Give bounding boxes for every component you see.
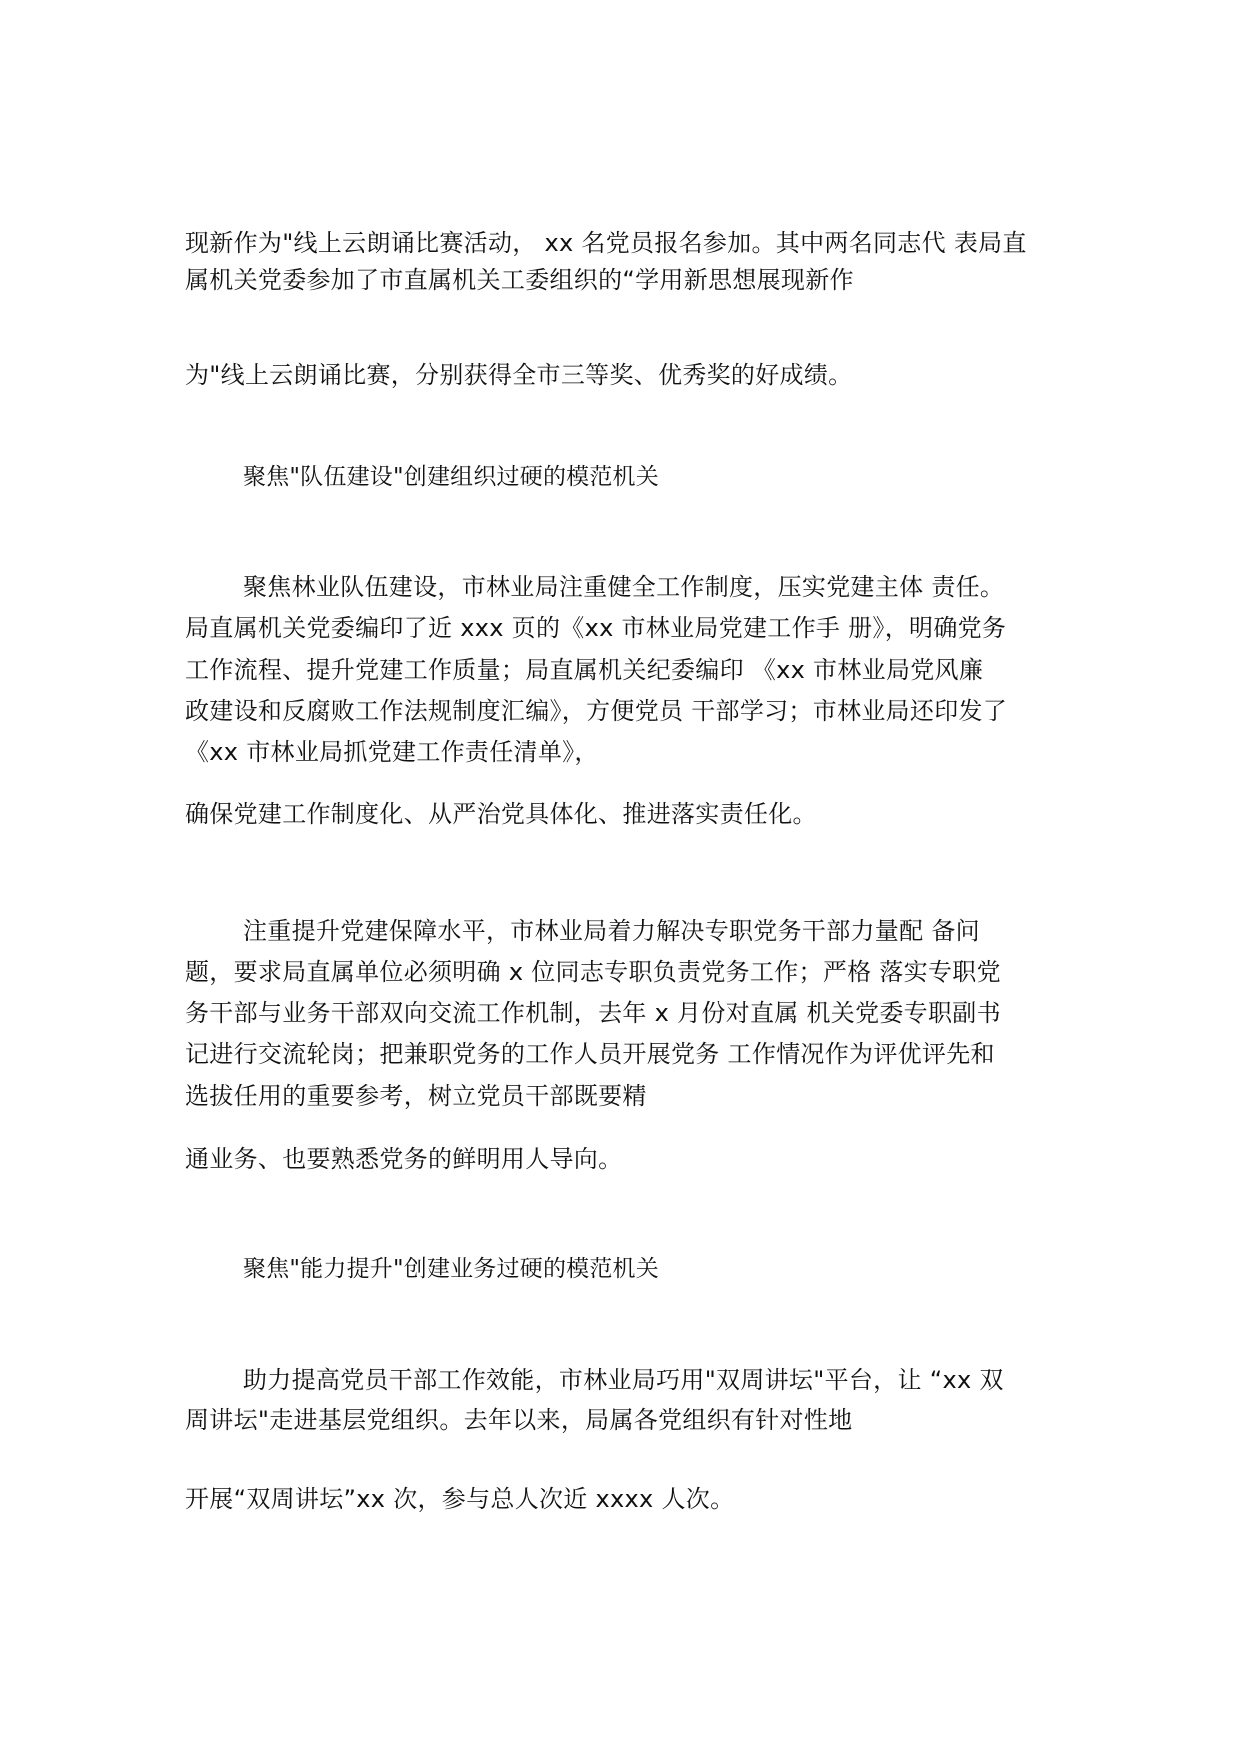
paragraph-6-line-1: 通业务、也要熟悉党务的鲜明用人导向。	[185, 1145, 623, 1173]
paragraph-8-line-1: 开展“双周讲坛”xx 次，参与总人次近 xxxx 人次。	[185, 1485, 735, 1513]
paragraph-5-line-3: 务干部与业务干部双向交流工作机制，去年 x 月份对直属 机关党委专职副书	[185, 999, 1001, 1027]
paragraph-1-line-2: 属机关党委参加了市直属机关工委组织的“学用新思想展现新作	[185, 266, 854, 294]
section-heading-team-building: 聚焦"队伍建设"创建组织过硬的模范机关	[243, 464, 659, 490]
paragraph-5-line-4: 记进行交流轮岗；把兼职党务的工作人员开展党务 工作情况作为评优评先和	[185, 1040, 995, 1068]
paragraph-7-line-2: 周讲坛"走进基层党组织。去年以来，局属各党组织有针对性地	[185, 1406, 853, 1434]
paragraph-3-line-4: 政建设和反腐败工作法规制度汇编》，方便党员 干部学习；市林业局还印发了	[185, 697, 1008, 725]
paragraph-5-line-1: 注重提升党建保障水平，市林业局着力解决专职党务干部力量配 备问	[243, 917, 980, 945]
paragraph-3-line-1: 聚焦林业队伍建设，市林业局注重健全工作制度，压实党建主体 责任。	[243, 573, 1005, 601]
paragraph-1-line-1: 现新作为"线上云朗诵比赛活动， xx 名党员报名参加。其中两名同志代 表局直	[185, 229, 1027, 257]
paragraph-2-line-1: 为"线上云朗诵比赛，分别获得全市三等奖、优秀奖的好成绩。	[185, 361, 853, 389]
paragraph-5-line-5: 选拔任用的重要参考，树立党员干部既要精	[185, 1082, 647, 1110]
paragraph-7-line-1: 助力提高党员干部工作效能，市林业局巧用"双周讲坛"平台，让 “xx 双	[243, 1366, 1004, 1394]
paragraph-3-line-2: 局直属机关党委编印了近 xxx 页的《xx 市林业局党建工作手 册》，明确党务	[185, 614, 1007, 642]
paragraph-4-line-1: 确保党建工作制度化、从严治党具体化、推进落实责任化。	[185, 800, 817, 828]
paragraph-3-line-5: 《xx 市林业局抓党建工作责任清单》，	[185, 738, 599, 766]
section-heading-capability: 聚焦"能力提升"创建业务过硬的模范机关	[243, 1256, 659, 1282]
paragraph-3-line-3: 工作流程、提升党建工作质量；局直属机关纪委编印 《xx 市林业局党风廉	[185, 656, 984, 684]
paragraph-5-line-2: 题，要求局直属单位必须明确 x 位同志专职负责党务工作；严格 落实专职党	[185, 958, 1001, 986]
